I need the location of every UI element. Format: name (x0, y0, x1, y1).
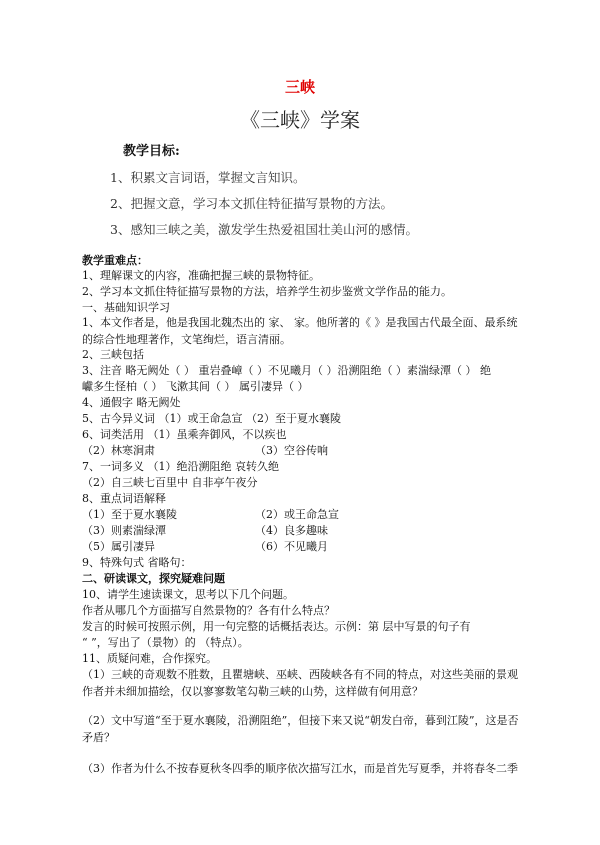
key-point-item: 1、理解课文的内容，准确把握三峡的景物特征。 (82, 269, 320, 282)
question-3: 3、注音 略无阙处（ ） 重岩叠嶂（ ）不见曦月（ ）沿溯阻绝（ ）素湍绿潭（ ） 绝 (82, 364, 491, 377)
term-item: （6）不见曦月 (255, 540, 328, 553)
question-10-text: “ ”，写出了（景物）的 （特点）。 (82, 636, 249, 649)
term-item: （1）至于夏水襄陵 (82, 508, 177, 521)
question-10-text: 作者从哪几个方面描写自然景物的？各有什么特点？ (82, 604, 335, 617)
question-7: 7、一词多义 （1）绝沿溯阻绝 哀转久绝 (82, 460, 279, 473)
page-title: 三峡 (284, 78, 315, 96)
key-points-heading: 教学重难点： (82, 254, 148, 267)
question-11-item: （1）三峡的奇观数不胜数，且瞿塘峡、巫峡、西陵峡各有不同的特点，对这些美丽的景观作者并未细加描绘，仅以寥寥数笔勾勒三峡的山势，这样做有何用意？ (82, 668, 518, 698)
section-basic-knowledge: 一、基础知识学习 (82, 301, 170, 314)
question-2: 2、三峡包括 (82, 348, 144, 361)
question-6-part2: （2）林寒涧肃 (82, 444, 155, 457)
question-11-item: （2）文中写道“至于夏水襄陵，沿溯阻绝”，但接下来又说“朝发白帝，暮到江陵”，这是否矛盾？ (82, 714, 519, 744)
question-5: 5、古今异义词 （1）或王命急宣 （2）至于夏水襄陵 (82, 412, 341, 425)
key-point-item: 2、学习本文抓住特征描写景物的方法，培养学生初步鉴赏文学作品的能力。 (82, 285, 452, 298)
question-6: 6、词类活用 （1）虽乘奔御风，不以疾也 (82, 428, 287, 441)
objectives-heading: 教学目标: (123, 144, 180, 159)
question-11: 11、质疑问难，合作探究。 (82, 652, 217, 665)
term-item: （5）属引凄异 (82, 540, 155, 553)
question-8: 8、重点词语解释 (82, 492, 166, 505)
term-item: （4）良多趣味 (255, 524, 328, 537)
question-1: 1、本文作者是，他是我国北魏杰出的 家、 家。他所著的《 》是我国古代最全面、最系统的综合性地理著作，文笔绚烂，语言清丽。 (82, 316, 518, 346)
term-item: （3）则素湍绿潭 (82, 524, 166, 537)
term-item: （2）或王命急宣 (255, 508, 339, 521)
question-11-item: （3）作者为什么不按春夏秋冬四季的顺序依次描写江水，而是首先写夏季，并将春冬二季 (82, 762, 518, 775)
question-7-part2: （2）自三峡七百里中 自非亭午夜分 (82, 476, 258, 489)
question-4: 4、通假字 略无阙处 (82, 396, 181, 409)
objective-item: 1、积累文言词语，掌握文言知识。 (110, 170, 306, 185)
question-6-part3: （3）空谷传响 (255, 444, 328, 457)
section-study-text: 二、研读课文，探究疑难问题 (82, 572, 225, 585)
question-10: 10、请学生速读课文，思考以下几个问题。 (82, 588, 294, 601)
question-9: 9、特殊句式 省略句： (82, 556, 192, 569)
question-10-text: 发言的时候可按照示例，用一句完整的话概括表达。示例：第 层中写景的句子有 (82, 620, 471, 633)
objective-item: 2、把握文意，学习本文抓住特征描写景物的方法。 (110, 196, 393, 211)
question-3-cont: 巘多生怪柏（ ） 飞漱其间（ ） 属引凄异（ ） (82, 380, 309, 393)
page-subtitle: 《三峡》学案 (240, 108, 360, 132)
objective-item: 3、感知三峡之美，激发学生热爱祖国壮美山河的感情。 (110, 222, 418, 237)
